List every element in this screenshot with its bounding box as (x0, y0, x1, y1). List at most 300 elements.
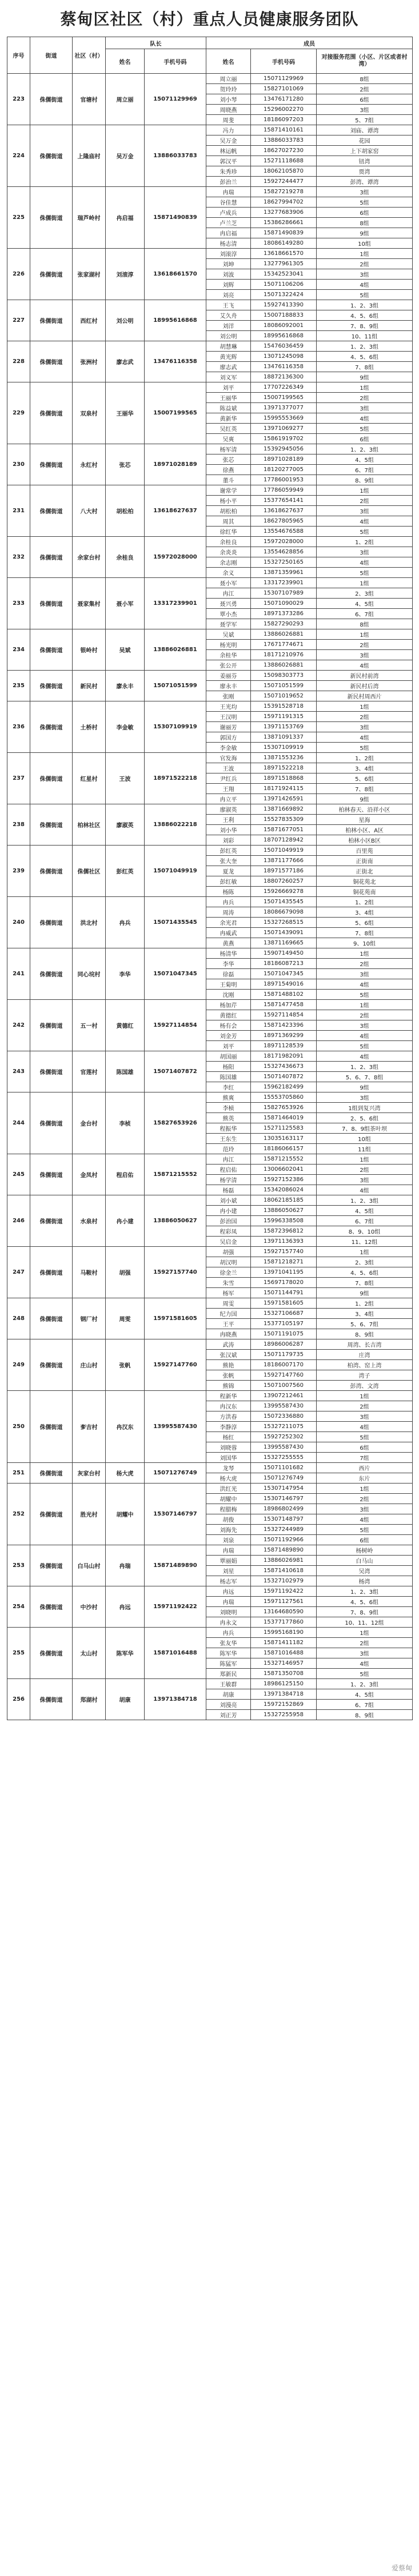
member-name: 张帆 (206, 1370, 251, 1381)
street-name: 侏儒街道 (30, 1679, 73, 1720)
member-scope: 5组 (317, 990, 413, 1000)
group-number: 238 (7, 804, 30, 846)
member-scope: 钮湾 (317, 156, 413, 166)
member-name: 刘小斌 (206, 1195, 251, 1206)
member-name: 冉江 (206, 1154, 251, 1165)
member-scope: 7、8、9组 (317, 321, 413, 331)
member-name: 徐红华 (206, 527, 251, 537)
member-phone: 15071144791 (251, 1288, 317, 1298)
member-phone: 15071007560 (251, 1381, 317, 1391)
member-name: 冉远 (206, 1586, 251, 1597)
member-name: 聂小军 (206, 578, 251, 588)
member-name: 刘平 (206, 382, 251, 393)
member-name: 余义 (206, 568, 251, 578)
member-phone: 15927413390 (251, 300, 317, 310)
member-name: 冉永文 (206, 1617, 251, 1628)
table-row (7, 578, 413, 588)
member-scope: 4、5组 (317, 1689, 413, 1700)
member-phone: 15995168190 (251, 1628, 317, 1638)
member-scope: 4组 (317, 1185, 413, 1195)
leader-name: 程启佑 (106, 1154, 145, 1195)
leader-phone: 15927147760 (145, 1339, 206, 1391)
street-name: 侏儒街道 (30, 249, 73, 300)
member-phone: 15342086024 (251, 1185, 317, 1195)
member-scope: 铜花苑南 (317, 887, 413, 897)
member-scope: 4组 (317, 660, 413, 671)
member-name: 沈刚 (206, 990, 251, 1000)
member-scope: 4组 (317, 1422, 413, 1432)
member-scope: 3组 (317, 1504, 413, 1514)
member-name: 王平 (206, 1319, 251, 1329)
street-name: 侏儒街道 (30, 382, 73, 444)
member-phone: 13995587430 (251, 1401, 317, 1411)
member-scope: 5组 (317, 527, 413, 537)
member-phone: 15995553669 (251, 413, 317, 424)
leader-phone: 15871016488 (145, 1628, 206, 1679)
member-phone: 15071435545 (251, 897, 317, 907)
member-scope: 1、2、3组 (317, 341, 413, 352)
leader-name: 冉启福 (106, 187, 145, 249)
member-scope: 1、2、3组 (317, 300, 413, 310)
street-name: 侏儒街道 (30, 1092, 73, 1154)
table-row (7, 1298, 413, 1309)
member-scope: 2组 (317, 84, 413, 94)
member-scope: 5组 (317, 1525, 413, 1535)
member-phone: 15377177860 (251, 1617, 317, 1628)
member-phone: 15071322424 (251, 290, 317, 300)
community-name: 银岭村 (73, 629, 106, 671)
member-phone: 18171982091 (251, 1051, 317, 1062)
member-scope: 8、9组 (317, 1710, 413, 1720)
member-name: 王菊明 (206, 979, 251, 990)
member-phone: 13871091337 (251, 732, 317, 743)
member-scope: 星海 (317, 815, 413, 825)
member-name: 胡汉明 (206, 1257, 251, 1267)
member-phone: 15972152869 (251, 1700, 317, 1710)
header-community: 社区（村） (73, 37, 106, 74)
member-phone: 13971426591 (251, 794, 317, 804)
member-phone: 13971136393 (251, 1237, 317, 1247)
member-name: 林运帆 (206, 146, 251, 156)
community-name: 五一村 (73, 1000, 106, 1051)
member-phone: 15927114854 (251, 1010, 317, 1020)
member-name: 彭红英 (206, 846, 251, 856)
member-scope: 4、5组 (317, 599, 413, 609)
member-scope: 彭湾、谭湾 (317, 177, 413, 187)
member-scope: 5、6、7、8组 (317, 1072, 413, 1082)
group-number: 256 (7, 1679, 30, 1720)
street-name: 侏儒街道 (30, 629, 73, 671)
leader-phone: 15007199565 (145, 382, 206, 444)
group-number: 233 (7, 578, 30, 629)
member-scope: 3、4组 (317, 907, 413, 918)
street-name: 侏儒街道 (30, 1051, 73, 1092)
leader-phone: 18971028189 (145, 444, 206, 485)
street-name: 侏儒街道 (30, 1484, 73, 1545)
table-row (7, 249, 413, 259)
member-scope: 正街南 (317, 856, 413, 866)
member-phone: 15907149450 (251, 948, 317, 959)
community-name: 奓吉村 (73, 1391, 106, 1463)
group-number: 250 (7, 1391, 30, 1463)
member-phone: 15377654141 (251, 496, 317, 506)
member-scope: 柏湾、窑上湾 (317, 1360, 413, 1370)
member-phone: 15861919702 (251, 434, 317, 444)
table-row (7, 846, 413, 856)
street-name: 侏儒街道 (30, 1339, 73, 1391)
member-name: 朱秀珍 (206, 166, 251, 177)
member-scope: 2、3组 (317, 588, 413, 599)
member-name: 刘海先 (206, 1525, 251, 1535)
member-phone: 15871423396 (251, 1020, 317, 1031)
table-row (7, 125, 413, 135)
member-phone: 13886026881 (251, 629, 317, 640)
member-phone: 15071179735 (251, 1350, 317, 1360)
member-phone: 15391528718 (251, 701, 317, 712)
member-name: 张汉斌 (206, 1350, 251, 1360)
street-name: 侏儒街道 (30, 1154, 73, 1195)
leader-phone: 15071129969 (145, 74, 206, 125)
community-name: 灰家台村 (73, 1463, 106, 1484)
member-scope: 5、7组 (317, 115, 413, 125)
member-name: 杨陈 (206, 887, 251, 897)
member-name: 王敏群 (206, 1679, 251, 1689)
member-name: 杨大虎 (206, 1473, 251, 1484)
member-phone: 15827290293 (251, 619, 317, 629)
leader-phone: 13886050627 (145, 1195, 206, 1247)
member-scope: 8、9、10组 (317, 1226, 413, 1237)
member-phone: 15307109919 (251, 743, 317, 753)
member-phone: 15871477458 (251, 1000, 317, 1010)
member-phone: 15827219278 (251, 187, 317, 197)
member-scope: 8组 (317, 619, 413, 629)
group-number: 239 (7, 846, 30, 897)
leader-name: 周雯 (106, 1298, 145, 1339)
member-phone: 13317239901 (251, 578, 317, 588)
member-name: 程彩凤 (206, 1226, 251, 1237)
member-scope: 杨树岭 (317, 1545, 413, 1556)
leader-name: 杨大虎 (106, 1463, 145, 1484)
member-phone: 13971069277 (251, 424, 317, 434)
community-name: 金台村 (73, 1092, 106, 1154)
member-phone: 15327255555 (251, 1453, 317, 1463)
community-name: 官莲村 (73, 1051, 106, 1092)
member-phone: 18086679098 (251, 907, 317, 918)
table-row (7, 1195, 413, 1206)
street-name: 侏儒街道 (30, 1247, 73, 1298)
member-name: 聂学军 (206, 619, 251, 629)
member-scope: 9组 (317, 372, 413, 382)
community-name: 余家台村 (73, 537, 106, 578)
table-row (7, 1247, 413, 1257)
member-scope: 新民村后湾 (317, 681, 413, 691)
member-name: 李桢 (206, 1103, 251, 1113)
member-phone: 15327244989 (251, 1525, 317, 1535)
community-name: 金凤村 (73, 1154, 106, 1195)
member-phone: 18971522218 (251, 763, 317, 773)
member-name: 王飞 (206, 300, 251, 310)
leader-name: 刘公明 (106, 300, 145, 341)
member-scope: 周湾、长吉湾 (317, 1339, 413, 1350)
member-scope: 3组 (317, 1648, 413, 1658)
member-phone: 13871669892 (251, 804, 317, 815)
member-scope: 2组 (317, 1165, 413, 1175)
member-phone: 18627027230 (251, 146, 317, 156)
street-name: 侏儒街道 (30, 341, 73, 382)
member-name: 熊英 (206, 1113, 251, 1123)
table-row (7, 537, 413, 547)
community-name: 胜光村 (73, 1484, 106, 1545)
group-number: 251 (7, 1463, 30, 1484)
member-scope: 6组 (317, 94, 413, 105)
member-scope: 10、11、12组 (317, 1617, 413, 1628)
community-name: 张洲村 (73, 341, 106, 382)
member-name: 王东生 (206, 1134, 251, 1144)
member-name: 彭红敏 (206, 876, 251, 887)
street-name: 侏儒街道 (30, 1463, 73, 1484)
member-phone: 17707226349 (251, 382, 317, 393)
member-phone: 18986125150 (251, 1679, 317, 1689)
member-name: 张芯 (206, 454, 251, 465)
member-name: 周其 (206, 516, 251, 527)
member-name: 冉瑞 (206, 1597, 251, 1607)
member-phone: 13971384718 (251, 1689, 317, 1700)
community-name: 新民村 (73, 671, 106, 701)
leader-phone: 15071049919 (145, 846, 206, 897)
member-phone: 13476116358 (251, 362, 317, 372)
member-name: 廖永丰 (206, 681, 251, 691)
member-name: 刘义军 (206, 372, 251, 382)
leader-name: 胡强 (106, 1247, 145, 1298)
member-phone: 15377105197 (251, 1319, 317, 1329)
member-scope: 柏林小区、A区 (317, 825, 413, 835)
member-scope: 2组 (317, 640, 413, 650)
member-name: 胡强 (206, 1247, 251, 1257)
member-scope: 5、6组 (317, 918, 413, 928)
member-scope: 3组 (317, 547, 413, 557)
leader-phone: 15871215552 (145, 1154, 206, 1195)
leader-phone: 15927114854 (145, 1000, 206, 1051)
community-name: 中沙村 (73, 1586, 106, 1628)
member-phone: 18120277005 (251, 465, 317, 475)
team-table (7, 37, 413, 1720)
leader-phone: 13971384718 (145, 1679, 206, 1720)
leader-name: 冉小建 (106, 1195, 145, 1247)
street-name: 侏儒街道 (30, 753, 73, 804)
table-row (7, 701, 413, 712)
member-name: 徐磊 (206, 969, 251, 979)
member-phone: 15872396812 (251, 1226, 317, 1237)
member-scope: 2、3组 (317, 1257, 413, 1267)
leader-name: 彭红英 (106, 846, 145, 897)
leader-phone: 15871489890 (145, 1545, 206, 1586)
leader-phone: 13476116358 (145, 341, 206, 382)
member-phone: 15971581605 (251, 1298, 317, 1309)
leader-phone: 13886026881 (145, 629, 206, 671)
leader-name: 廖志武 (106, 341, 145, 382)
member-name: 杨阳 (206, 1062, 251, 1072)
member-phone: 13277961305 (251, 259, 317, 269)
header-member-name: 姓名 (206, 49, 251, 74)
community-name: 上隆庙村 (73, 125, 106, 187)
leader-phone: 15927157740 (145, 1247, 206, 1298)
group-number: 255 (7, 1628, 30, 1679)
table-body (7, 74, 413, 1720)
group-number: 226 (7, 249, 30, 300)
member-phone: 15962182499 (251, 1082, 317, 1092)
member-name: 杨红 (206, 1432, 251, 1442)
header-street: 街道 (30, 37, 73, 74)
member-name: 徐燕 (206, 465, 251, 475)
member-name: 吴启金 (206, 1237, 251, 1247)
member-phone: 13006602041 (251, 1165, 317, 1175)
member-phone: 15927147760 (251, 1370, 317, 1381)
member-phone: 15327268515 (251, 918, 317, 928)
member-phone: 13618627637 (251, 506, 317, 516)
member-phone: 18986802499 (251, 1504, 317, 1514)
member-name: 周立丽 (206, 74, 251, 84)
street-name: 侏儒街道 (30, 897, 73, 948)
member-scope: 7、8组 (317, 1278, 413, 1288)
member-scope: 铜花苑北 (317, 876, 413, 887)
leader-phone: 15971192422 (145, 1586, 206, 1628)
member-name: 董斗 (206, 475, 251, 485)
member-phone: 15071191075 (251, 1329, 317, 1339)
member-phone: 15271125583 (251, 1123, 317, 1134)
member-scope: 4组 (317, 979, 413, 990)
member-name: 彭治兰 (206, 177, 251, 187)
group-number: 231 (7, 485, 30, 537)
community-name: 张家湖村 (73, 249, 106, 300)
member-name: 王丽华 (206, 393, 251, 403)
member-phone: 15476036459 (251, 341, 317, 352)
leader-name: 吴万金 (106, 125, 145, 187)
group-number: 240 (7, 897, 30, 948)
member-scope: 白马山 (317, 1556, 413, 1566)
document-title: 蔡甸区社区（村）重点人员健康服务团队 (60, 10, 359, 29)
leader-name: 周立丽 (106, 74, 145, 125)
leader-phone: 18995616868 (145, 300, 206, 341)
leader-name: 胡松柏 (106, 485, 145, 537)
member-scope: 2组 (317, 1010, 413, 1020)
member-phone: 15871677051 (251, 825, 317, 835)
member-name: 胡慧琳 (206, 341, 251, 352)
leader-name: 廖淑英 (106, 804, 145, 846)
member-scope: 5组 (317, 1669, 413, 1679)
member-scope: 上下胡家窑 (317, 146, 413, 156)
member-phone: 13277683906 (251, 208, 317, 218)
member-phone: 15971127561 (251, 1597, 317, 1607)
member-scope: 8组 (317, 218, 413, 228)
header-row-1 (7, 37, 413, 49)
member-name: 黄光辉 (206, 352, 251, 362)
member-phone: 18627994702 (251, 197, 317, 208)
leader-phone: 15971581605 (145, 1298, 206, 1339)
member-scope: 1、2、3组 (317, 1679, 413, 1689)
member-name: 黄燕 (206, 938, 251, 948)
leader-name: 胡耀中 (106, 1484, 145, 1545)
community-name: 水泉村 (73, 1195, 106, 1247)
leader-phone: 15307146797 (145, 1484, 206, 1545)
member-name: 聂兴勇 (206, 599, 251, 609)
community-name: 西红村 (73, 300, 106, 341)
member-phone: 13554676588 (251, 527, 317, 537)
member-name: 郭汉平 (206, 156, 251, 166)
member-phone: 18971373286 (251, 609, 317, 619)
member-name: 官发海 (206, 753, 251, 763)
member-name: 杨军清 (206, 444, 251, 454)
member-scope: 7、8、9组茶叶坝 (317, 1123, 413, 1134)
member-scope: 4组 (317, 516, 413, 527)
member-scope: 7、8、9组 (317, 1607, 413, 1617)
member-phone: 15098303773 (251, 671, 317, 681)
leader-name: 聂小军 (106, 578, 145, 629)
header-member-phone: 手机号码 (251, 49, 317, 74)
community-name: 官塘村 (73, 74, 106, 125)
member-scope: 1组 (317, 1391, 413, 1401)
member-scope: 1、2、3组 (317, 1586, 413, 1597)
member-scope: 4组 (317, 1031, 413, 1041)
member-scope: 1组 (317, 701, 413, 712)
member-scope: 9组 (317, 1082, 413, 1092)
member-phone: 13035163117 (251, 1134, 317, 1144)
member-scope: 杨湾 (317, 1576, 413, 1586)
member-scope: 1组到复兴湾 (317, 1103, 413, 1113)
leader-name: 吴斌 (106, 629, 145, 671)
member-name: 谷佳慧 (206, 197, 251, 208)
member-scope: 贾湾 (317, 166, 413, 177)
member-phone: 15071101682 (251, 1463, 317, 1473)
table-row (7, 1391, 413, 1401)
member-phone: 15927157740 (251, 1247, 317, 1257)
table-row (7, 897, 413, 907)
member-phone: 18971369299 (251, 1031, 317, 1041)
member-name: 范玲 (206, 1144, 251, 1154)
member-phone: 13971377077 (251, 403, 317, 413)
member-phone: 17671774671 (251, 640, 317, 650)
leader-phone: 15827653926 (145, 1092, 206, 1154)
member-name: 陈益斌 (206, 403, 251, 413)
member-name: 冯力 (206, 125, 251, 135)
member-scope: 1组 (317, 948, 413, 959)
member-scope: 4组 (317, 280, 413, 290)
member-scope: 6、7组 (317, 1700, 413, 1710)
member-name: 余桂华 (206, 650, 251, 660)
member-phone: 13071245098 (251, 352, 317, 362)
street-name: 侏儒街道 (30, 1000, 73, 1051)
member-name: 冉瑞 (206, 1545, 251, 1556)
member-phone: 17786001953 (251, 475, 317, 485)
member-name: 刘公明 (206, 331, 251, 341)
community-name: 柏林社区 (73, 804, 106, 846)
member-scope: 柏林小区B区 (317, 835, 413, 846)
member-name: 胡松柏 (206, 506, 251, 516)
member-scope: 3、4组 (317, 1309, 413, 1319)
member-scope: 5、6组 (317, 773, 413, 784)
street-name: 侏儒街道 (30, 125, 73, 187)
member-name: 刘小琴 (206, 94, 251, 105)
leader-name: 黄德红 (106, 1000, 145, 1051)
member-phone: 15327250165 (251, 557, 317, 568)
street-name: 侏儒街道 (30, 701, 73, 753)
member-name: 覃小杰 (206, 609, 251, 619)
community-name: 瑞芦岭村 (73, 187, 106, 249)
header-leader-phone: 手机号码 (145, 49, 206, 74)
member-name: 杨小平 (206, 496, 251, 506)
member-name: 吴爽 (206, 434, 251, 444)
member-scope: 3组 (317, 722, 413, 732)
leader-phone: 13995587430 (145, 1391, 206, 1463)
